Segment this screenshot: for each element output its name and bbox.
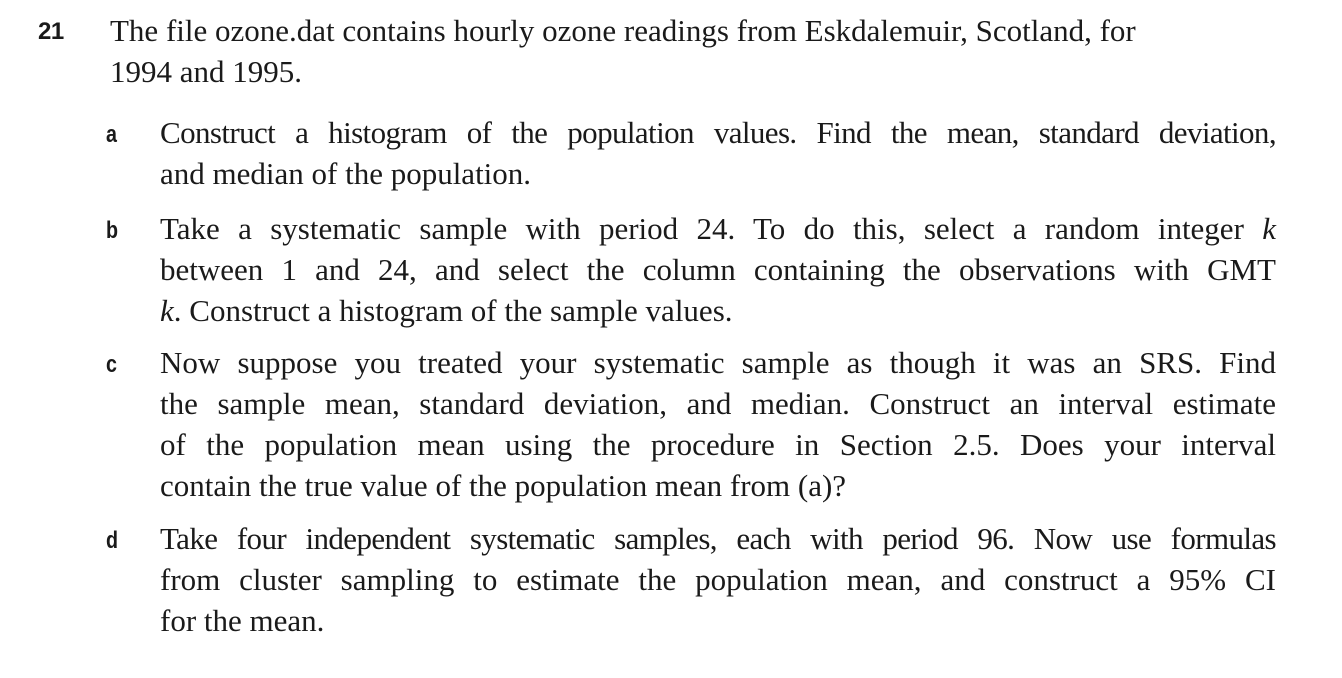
part-text: [160, 208, 1276, 331]
part-text-line: the sample mean, standard deviation, and median. Construct an interval estimate: [160, 386, 1276, 421]
part-text-line: [160, 208, 1276, 249]
part-text: [160, 518, 1276, 641]
part-text-line: of the population mean using the procedure in Section 2.5. Does your interval: [160, 427, 1276, 462]
part-text-line: between 1 and 24, and select the column containing the observations with GMT: [160, 252, 1276, 287]
part-text: [160, 112, 1276, 194]
part-text-line: and median of the population.: [160, 156, 532, 191]
part-text-segment: Take a systematic sample with period 24. To do this, select a random integer: [160, 211, 1244, 246]
problem-text: [110, 10, 1278, 92]
part-label: d: [106, 527, 119, 554]
part-text-line: Construct a histogram of the population values. Find the mean, standard deviation,: [160, 115, 1276, 150]
part-label: c: [106, 351, 117, 378]
variable-k: k: [1262, 211, 1277, 246]
part-text-line: from cluster sampling to estimate the population mean, and construct a 95% CI: [160, 562, 1276, 597]
part-label: b: [106, 217, 119, 244]
part-text-line: Now suppose you treated your systematic sample as though it was an SRS. Find: [160, 345, 1276, 380]
part-text-segment: . Construct a histogram of the sample values.: [173, 293, 733, 328]
problem-text-line: 1994 and 1995.: [110, 54, 303, 89]
problem-number: 21: [38, 18, 64, 45]
part-text-line: contain the true value of the population mean from (a)?: [160, 468, 847, 503]
part-text-line: [160, 290, 1276, 331]
problem-text-line: The file ozone.dat contains hourly ozone readings from Eskdalemuir, Scotland, for: [110, 13, 1136, 48]
part-label: a: [106, 121, 117, 148]
variable-k: k: [160, 293, 174, 328]
part-text-line: for the mean.: [160, 603, 325, 638]
part-text-line: Take four independent systematic samples, each with period 96. Now use formulas: [160, 521, 1276, 556]
part-text: [160, 342, 1276, 506]
